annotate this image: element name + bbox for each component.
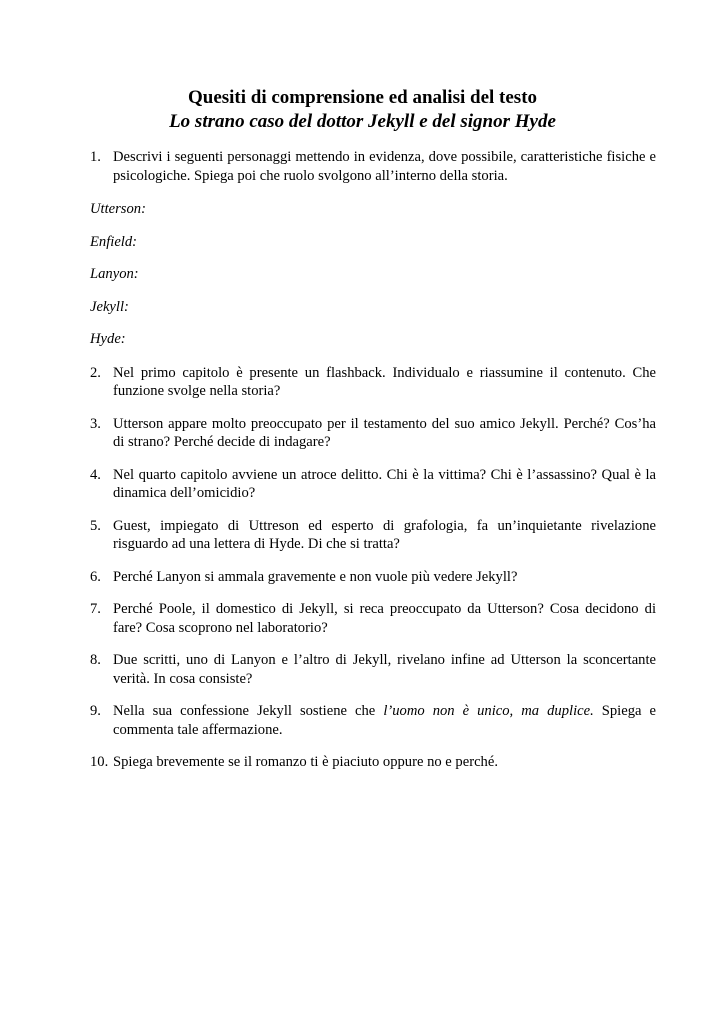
question-number: 3. <box>90 415 101 432</box>
question-number: 8. <box>90 652 101 668</box>
question-number: 7. <box>90 601 101 617</box>
question-text-after: Spiega e commenta tale affermazione. <box>113 703 657 738</box>
question-number: 9. <box>90 703 101 719</box>
question-text: Perché Lanyon si ammala gravemente e non vuole più vedere Jekyll? <box>113 568 518 585</box>
question-number: 10. <box>90 754 109 770</box>
character-label-hyde: Hyde: <box>90 331 126 347</box>
question-5 <box>90 517 656 554</box>
question-text: Descrivi i seguenti personaggi mettendo in evidenza, dove possibile, caratteristiche fisiche e psicologiche. Spiega poi che ruolo svolgono all’interno della storia. <box>113 149 656 184</box>
question-text: Perché Poole, il domestico di Jekyll, si reca preoccupato da Utterson? Cosa decidono di fare? Cosa scoprono nel laboratorio? <box>113 601 656 636</box>
questions-list <box>90 148 656 772</box>
character-label-enfield: Enfield: <box>90 233 138 250</box>
document-title: Quesiti di comprensione ed analisi del testo <box>187 87 538 108</box>
question-number: 4. <box>90 466 101 483</box>
question-number: 1. <box>90 149 101 165</box>
character-label-lanyon: Lanyon: <box>90 266 139 282</box>
question-6 <box>90 568 656 587</box>
question-number: 5. <box>90 517 101 534</box>
question-text <box>113 702 656 739</box>
question-number: 2. <box>90 364 101 381</box>
question-10 <box>90 753 656 772</box>
question-text: Due scritti, uno di Lanyon e l’altro di Jekyll, rivelano infine ad Utterson la sconcertante verità. In cosa consiste? <box>113 652 656 687</box>
character-label-jekyll: Jekyll: <box>90 298 129 315</box>
question-8 <box>90 651 656 688</box>
question-7 <box>90 600 656 637</box>
title-block <box>0 86 725 134</box>
character-label-utterson: Utterson: <box>90 201 146 217</box>
document-subtitle: Lo strano caso del dottor Jekyll e del signor Hyde <box>169 111 556 132</box>
question-text: Guest, impiegato di Uttreson ed esperto di grafologia, fa un’inquietante rivelazione risguardo ad una lettera di Hyde. Di che si tratta? <box>113 517 656 552</box>
question-text: Spiega brevemente se il romanzo ti è piaciuto oppure no e perché. <box>113 754 498 770</box>
question-4 <box>90 466 656 503</box>
question-9 <box>90 702 656 739</box>
question-text: Utterson appare molto preoccupato per il testamento del suo amico Jekyll. Perché? Cos’ha di strano? Perché decide di indagare? <box>113 415 656 450</box>
question-3 <box>90 415 656 452</box>
question-text-before: Nella sua confessione Jekyll sostiene che <box>113 703 384 719</box>
question-2 <box>90 364 656 401</box>
question-text: Nel quarto capitolo avviene un atroce delitto. Chi è la vittima? Chi è l’assassino? Qual è la dinamica dell’omicidio? <box>113 466 656 501</box>
quoted-statement: l’uomo non è unico, ma duplice. <box>383 703 594 719</box>
question-number: 6. <box>90 568 101 585</box>
question-1 <box>90 148 656 185</box>
question-text: Nel primo capitolo è presente un flashback. Individualo e riassumine il contenuto. Che funzione svolge nella storia? <box>113 364 656 399</box>
